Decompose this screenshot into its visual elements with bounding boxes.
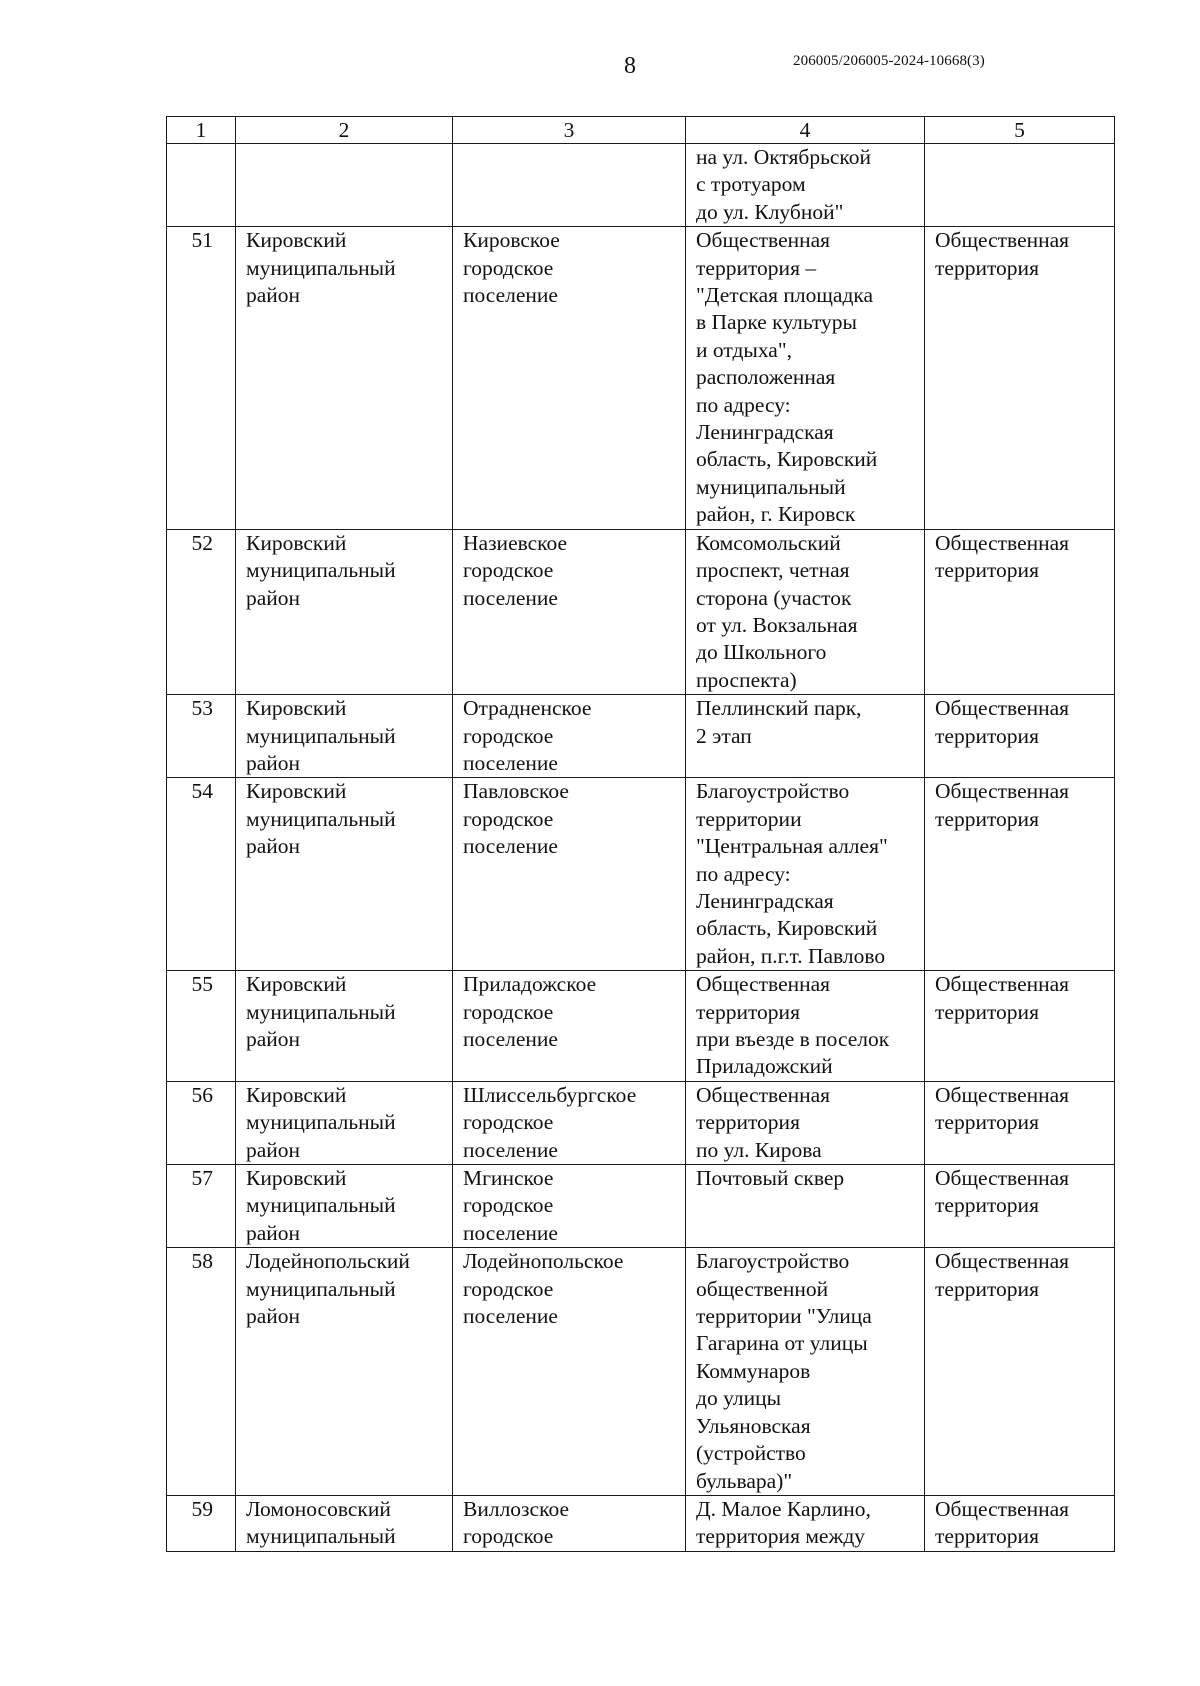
district-cell: Кировский муниципальный район [236, 227, 453, 529]
territory-type-cell: Общественная территория [925, 1165, 1115, 1248]
row-number-cell: 55 [167, 971, 236, 1082]
object-description-cell: Пеллинский парк, 2 этап [686, 695, 925, 778]
column-header: 4 [686, 117, 925, 144]
object-description-cell: Благоустройство территории "Центральная аллея" по адресу: Ленинградская область, Кировский район, п.г.т. Павлово [686, 778, 925, 971]
column-header: 1 [167, 117, 236, 144]
object-description-cell: Общественная территория – "Детская площадка в Парке культуры и отдыха", расположенная по адресу: Ленинградская область, Кировский муниципальный район, г. Кировск [686, 227, 925, 529]
document-code: 206005/206005-2024-10668(3) [793, 53, 985, 69]
table-row [167, 778, 1115, 971]
object-description-cell: Комсомольский проспект, четная сторона (участок от ул. Вокзальная до Школьного проспекта) [686, 529, 925, 694]
row-number-cell: 52 [167, 529, 236, 694]
territory-type-cell [925, 144, 1115, 227]
settlement-cell: Мгинское городское поселение [453, 1165, 686, 1248]
row-number-cell [167, 144, 236, 227]
object-description-cell: Общественная территория при въезде в поселок Приладожский [686, 971, 925, 1082]
registry-table [166, 116, 1115, 1552]
table-row [167, 1165, 1115, 1248]
object-description-cell: Благоустройство общественной территории "Улица Гагарина от улицы Коммунаров до улицы Ульяновская (устройство бульвара)" [686, 1248, 925, 1496]
row-number-cell: 56 [167, 1081, 236, 1164]
territory-type-cell: Общественная территория [925, 227, 1115, 529]
settlement-cell [453, 144, 686, 227]
territory-type-cell: Общественная территория [925, 778, 1115, 971]
settlement-cell: Назиевское городское поселение [453, 529, 686, 694]
table-row [167, 144, 1115, 227]
district-cell: Кировский муниципальный район [236, 1081, 453, 1164]
district-cell [236, 144, 453, 227]
object-description-cell: Общественная территория по ул. Кирова [686, 1081, 925, 1164]
district-cell: Кировский муниципальный район [236, 778, 453, 971]
column-header: 3 [453, 117, 686, 144]
column-header: 2 [236, 117, 453, 144]
territory-type-cell: Общественная территория [925, 1248, 1115, 1496]
settlement-cell: Лодейнопольское городское поселение [453, 1248, 686, 1496]
object-description-cell: Д. Малое Карлино, территория между [686, 1495, 925, 1551]
district-cell: Кировский муниципальный район [236, 695, 453, 778]
row-number-cell: 58 [167, 1248, 236, 1496]
settlement-cell: Кировское городское поселение [453, 227, 686, 529]
district-cell: Ломоносовский муниципальный [236, 1495, 453, 1551]
row-number-cell: 54 [167, 778, 236, 971]
table-row [167, 227, 1115, 529]
header-row [167, 117, 1115, 144]
territory-type-cell: Общественная территория [925, 695, 1115, 778]
district-cell: Кировский муниципальный район [236, 529, 453, 694]
table-row [167, 529, 1115, 694]
settlement-cell: Шлиссельбургское городское поселение [453, 1081, 686, 1164]
territory-type-cell: Общественная территория [925, 971, 1115, 1082]
table-row [167, 1248, 1115, 1496]
table-row [167, 971, 1115, 1082]
object-description-cell: на ул. Октябрьской с тротуаром до ул. Клубной" [686, 144, 925, 227]
settlement-cell: Павловское городское поселение [453, 778, 686, 971]
row-number-cell: 57 [167, 1165, 236, 1248]
territory-type-cell: Общественная территория [925, 1495, 1115, 1551]
district-cell: Кировский муниципальный район [236, 1165, 453, 1248]
page-number: 8 [624, 53, 636, 79]
settlement-cell: Приладожское городское поселение [453, 971, 686, 1082]
row-number-cell: 53 [167, 695, 236, 778]
table-row [167, 1495, 1115, 1551]
territory-type-cell: Общественная территория [925, 529, 1115, 694]
table-row [167, 1081, 1115, 1164]
district-cell: Лодейнопольский муниципальный район [236, 1248, 453, 1496]
row-number-cell: 59 [167, 1495, 236, 1551]
row-number-cell: 51 [167, 227, 236, 529]
settlement-cell: Отрадненское городское поселение [453, 695, 686, 778]
territory-type-cell: Общественная территория [925, 1081, 1115, 1164]
column-header: 5 [925, 117, 1115, 144]
table-row [167, 695, 1115, 778]
district-cell: Кировский муниципальный район [236, 971, 453, 1082]
settlement-cell: Виллозское городское [453, 1495, 686, 1551]
object-description-cell: Почтовый сквер [686, 1165, 925, 1248]
